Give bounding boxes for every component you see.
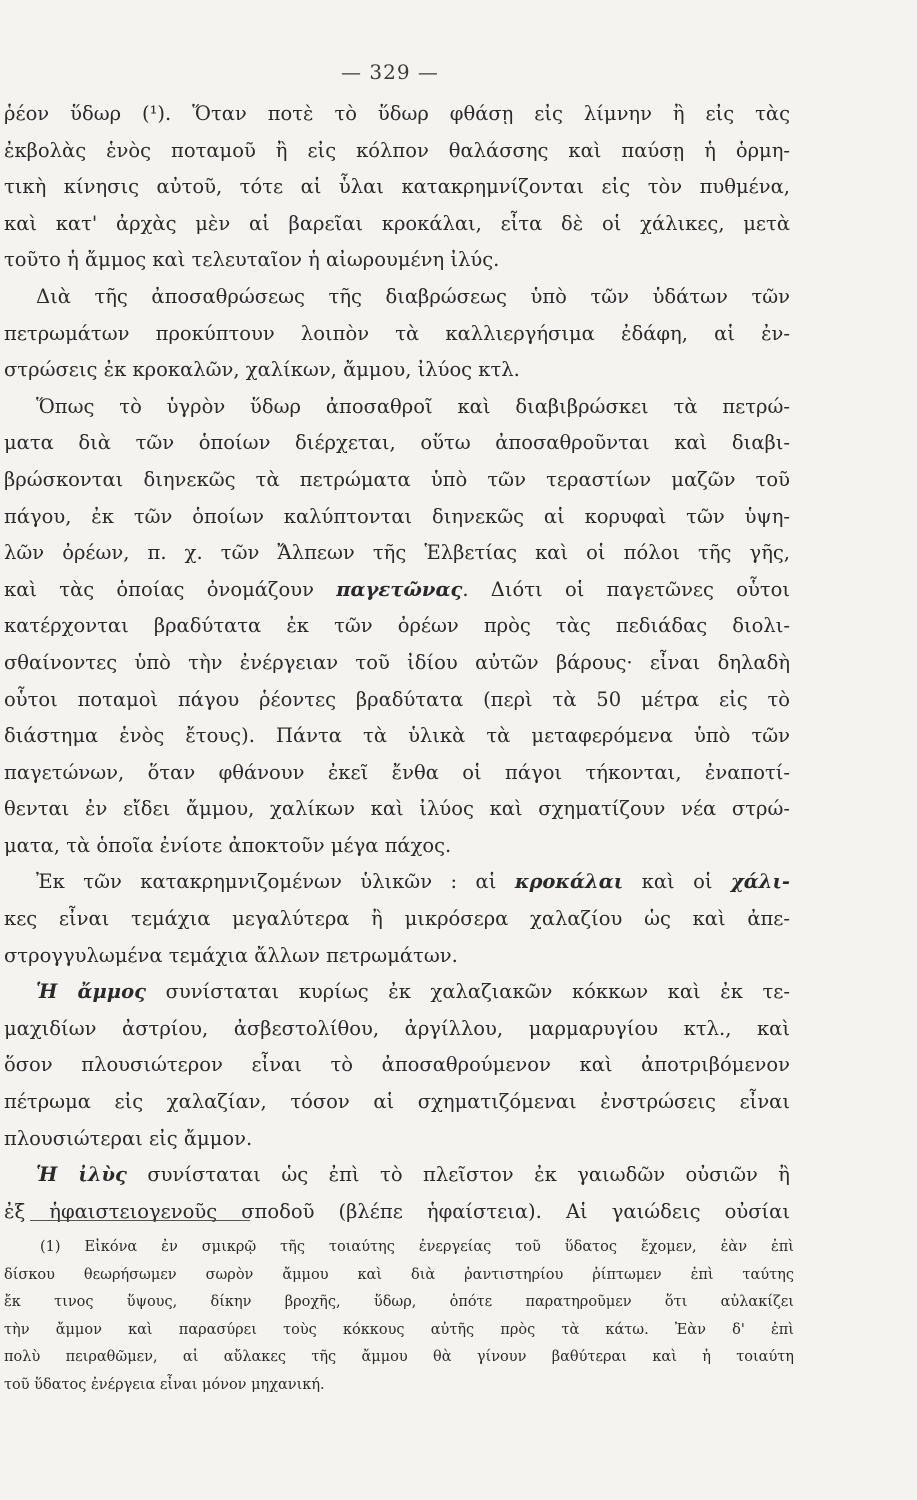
text-line: παγετώνων, ὅταν φθάνουν ἐκεῖ ἔνθα οἱ πάγοι τήκονται, ἐναποτί- (4, 760, 790, 784)
text-segment: συνίσταται ὡς ἐπὶ τὸ πλεῖστον ἐκ γαιωδῶν οὐσιῶν ἢ (147, 1163, 790, 1187)
text-line: τοῦτο ἡ ἄμμος καὶ τελευταῖον ἡ αἰωρουμένη ἰλύς. (4, 248, 500, 272)
text-line: ματα διὰ τῶν ὁποίων διέρχεται, οὕτω ἀποσαθροῦνται καὶ διαβι- (4, 431, 790, 455)
text-line: πλουσιώτεραι εἰς ἄμμον. (4, 1126, 253, 1150)
text-segment: συνίσταται κυρίως ἐκ χαλαζιακῶν κόκκων καὶ ἐκ τε- (165, 980, 790, 1004)
text-line: Διὰ τῆς ἀποσαθρώσεως τῆς διαβρώσεως ὑπὸ τῶν ὑδάτων τῶν (36, 284, 790, 308)
text-line: στρογγυλωμένα τεμάχια ἄλλων πετρωμάτων. (4, 943, 458, 967)
text-line: ἐκβολὰς ἑνὸς ποταμοῦ ἢ εἰς κόλπον θαλάσσης καὶ παύσῃ ἡ ὁρμη- (4, 138, 790, 162)
text-line: θενται ἐν εἴδει ἄμμου, χαλίκων καὶ ἰλύος καὶ σχηματίζουν νέα στρώ- (4, 797, 790, 821)
emphasis-term: Ἡ ἄμμος (36, 980, 146, 1004)
main-text (4, 96, 790, 1230)
text-line-mixed (4, 1157, 790, 1194)
emphasis-term: παγετῶνας (336, 577, 463, 601)
footnote-line: πολὺ πειραθῶμεν, αἱ αὔλακες τῆς ἄμμου θὰ γίνουν βαθύτεραι καὶ ἡ τοιαύτη (4, 1349, 794, 1365)
text-line: ματα, τὰ ὁποῖα ἐνίοτε ἀποκτοῦν μέγα πάχος. (4, 833, 452, 857)
text-line: μαχιδίων ἀστρίου, ἀσβεστολίθου, ἀργίλλου, μαρμαρυγίου κτλ., καὶ (4, 1016, 790, 1040)
text-line: λῶν ὀρέων, π. χ. τῶν Ἄλπεων τῆς Ἑλβετίας καὶ οἱ πόλοι τῆς γῆς, (4, 541, 790, 565)
footnote-line: δίσκου θεωρήσωμεν σωρὸν ἄμμου καὶ διὰ ῥαντιστηρίου ῥίπτωμεν ἐπὶ ταύτης (4, 1266, 794, 1283)
text-line: ῥέον ὕδωρ (¹). Ὅταν ποτὲ τὸ ὕδωρ φθάσῃ εἰς λίμνην ἢ εἰς τὰς (4, 102, 790, 125)
footnotes (4, 1234, 794, 1399)
text-line: βρώσκονται διηνεκῶς τὰ πετρώματα ὑπὸ τῶν τεραστίων μαζῶν τοῦ (4, 467, 790, 491)
text-line: πέτρωμα εἰς χαλαζίαν, τόσον αἱ σχηματιζόμεναι ἐνστρώσεις εἶναι (4, 1090, 790, 1114)
emphasis-term: κροκάλαι (514, 870, 624, 894)
page-number: — 329 — (341, 60, 439, 84)
text-line: οὗτοι ποταμοὶ πάγου ῥέοντες βραδύτατα (περὶ τὰ 50 μέτρα εἰς τὸ (4, 687, 790, 711)
text-line: κατέρχονται βραδύτατα ἐκ τῶν ὀρέων πρὸς τὰς πεδιάδας διολι- (4, 614, 790, 638)
text-segment: . Διότι οἱ παγετῶνες οὗτοι (462, 577, 790, 601)
text-line: κες εἶναι τεμάχια μεγαλύτερα ἢ μικρόσερα χαλαζίου ὡς καὶ ἀπε- (4, 907, 790, 931)
emphasis-term: Ἡ ἰλὺς (36, 1163, 127, 1187)
text-line-mixed (4, 974, 790, 1011)
emphasis-term: χάλι- (730, 870, 790, 894)
text-line: Ὅπως τὸ ὑγρὸν ὕδωρ ἀποσαθροῖ καὶ διαβιβρώσκει τὰ πετρώ- (36, 394, 790, 418)
text-line: πετρωμάτων προκύπτουν λοιπὸν τὰ καλλιεργήσιμα ἐδάφη, αἱ ἐν- (4, 321, 790, 345)
text-line-mixed (4, 572, 790, 609)
text-line: τικὴ κίνησις αὐτοῦ, τότε αἱ ὗλαι κατακρημνίζονται εἰς τὸν πυθμένα, (4, 175, 790, 199)
text-line: διάστημα ἑνὸς ἔτους). Πάντα τὰ ὑλικὰ τὰ μεταφερόμενα ὑπὸ τῶν (4, 724, 790, 748)
text-segment: καὶ τὰς ὁποίας ὀνομάζουν (4, 577, 314, 601)
text-segment: καὶ οἱ (623, 870, 731, 894)
footnote-line: ἔκ τινος ὕψους, δίκην βροχῆς, ὕδωρ, ὁπότε παρατηροῦμεν ὅτι αὐλακίζει (4, 1294, 794, 1310)
text-segment: Ἐκ τῶν κατακρημνιζομένων ὑλικῶν : αἱ (36, 870, 497, 894)
text-line: σθαίνοντες ὑπὸ τὴν ἐνέργειαν τοῦ ἰδίου αὐτῶν βάρους· εἶναι δηλαδὴ (4, 650, 790, 674)
footnote-line: τὴν ἄμμον καὶ παρασύρει τοὺς κόκκους αὐτῆς πρὸς τὰ κάτω. Ἐὰν δ' ἐπὶ (4, 1321, 794, 1338)
text-line-mixed (4, 864, 790, 901)
text-line: ὅσον πλουσιώτερον εἶναι τὸ ἀποσαθρούμενον καὶ ἀποτριβόμενον (4, 1053, 790, 1077)
footnote-divider (30, 1220, 250, 1221)
text-line: καὶ κατ' ἀρχὰς μὲν αἱ βαρεῖαι κροκάλαι, εἶτα δὲ οἱ χάλικες, μετὰ (4, 211, 790, 235)
text-line: ἐξ ἡφαιστειογενοῦς σποδοῦ (βλέπε ἡφαίστεια). Αἱ γαιώδεις οὐσίαι (4, 1199, 790, 1223)
footnote-line: (1) Εἰκόνα ἐν σμικρῷ τῆς τοιαύτης ἐνεργείας τοῦ ὕδατος ἔχομεν, ἐὰν ἐπὶ (40, 1239, 794, 1255)
footnote-line: τοῦ ὕδατος ἐνέργεια εἶναι μόνον μηχανική. (4, 1376, 325, 1393)
text-line: πάγου, ἐκ τῶν ὁποίων καλύπτονται διηνεκῶς αἱ κορυφαὶ τῶν ὑψη- (4, 504, 790, 528)
text-line: στρώσεις ἐκ κροκαλῶν, χαλίκων, ἄμμου, ἰλύος κτλ. (4, 358, 520, 382)
